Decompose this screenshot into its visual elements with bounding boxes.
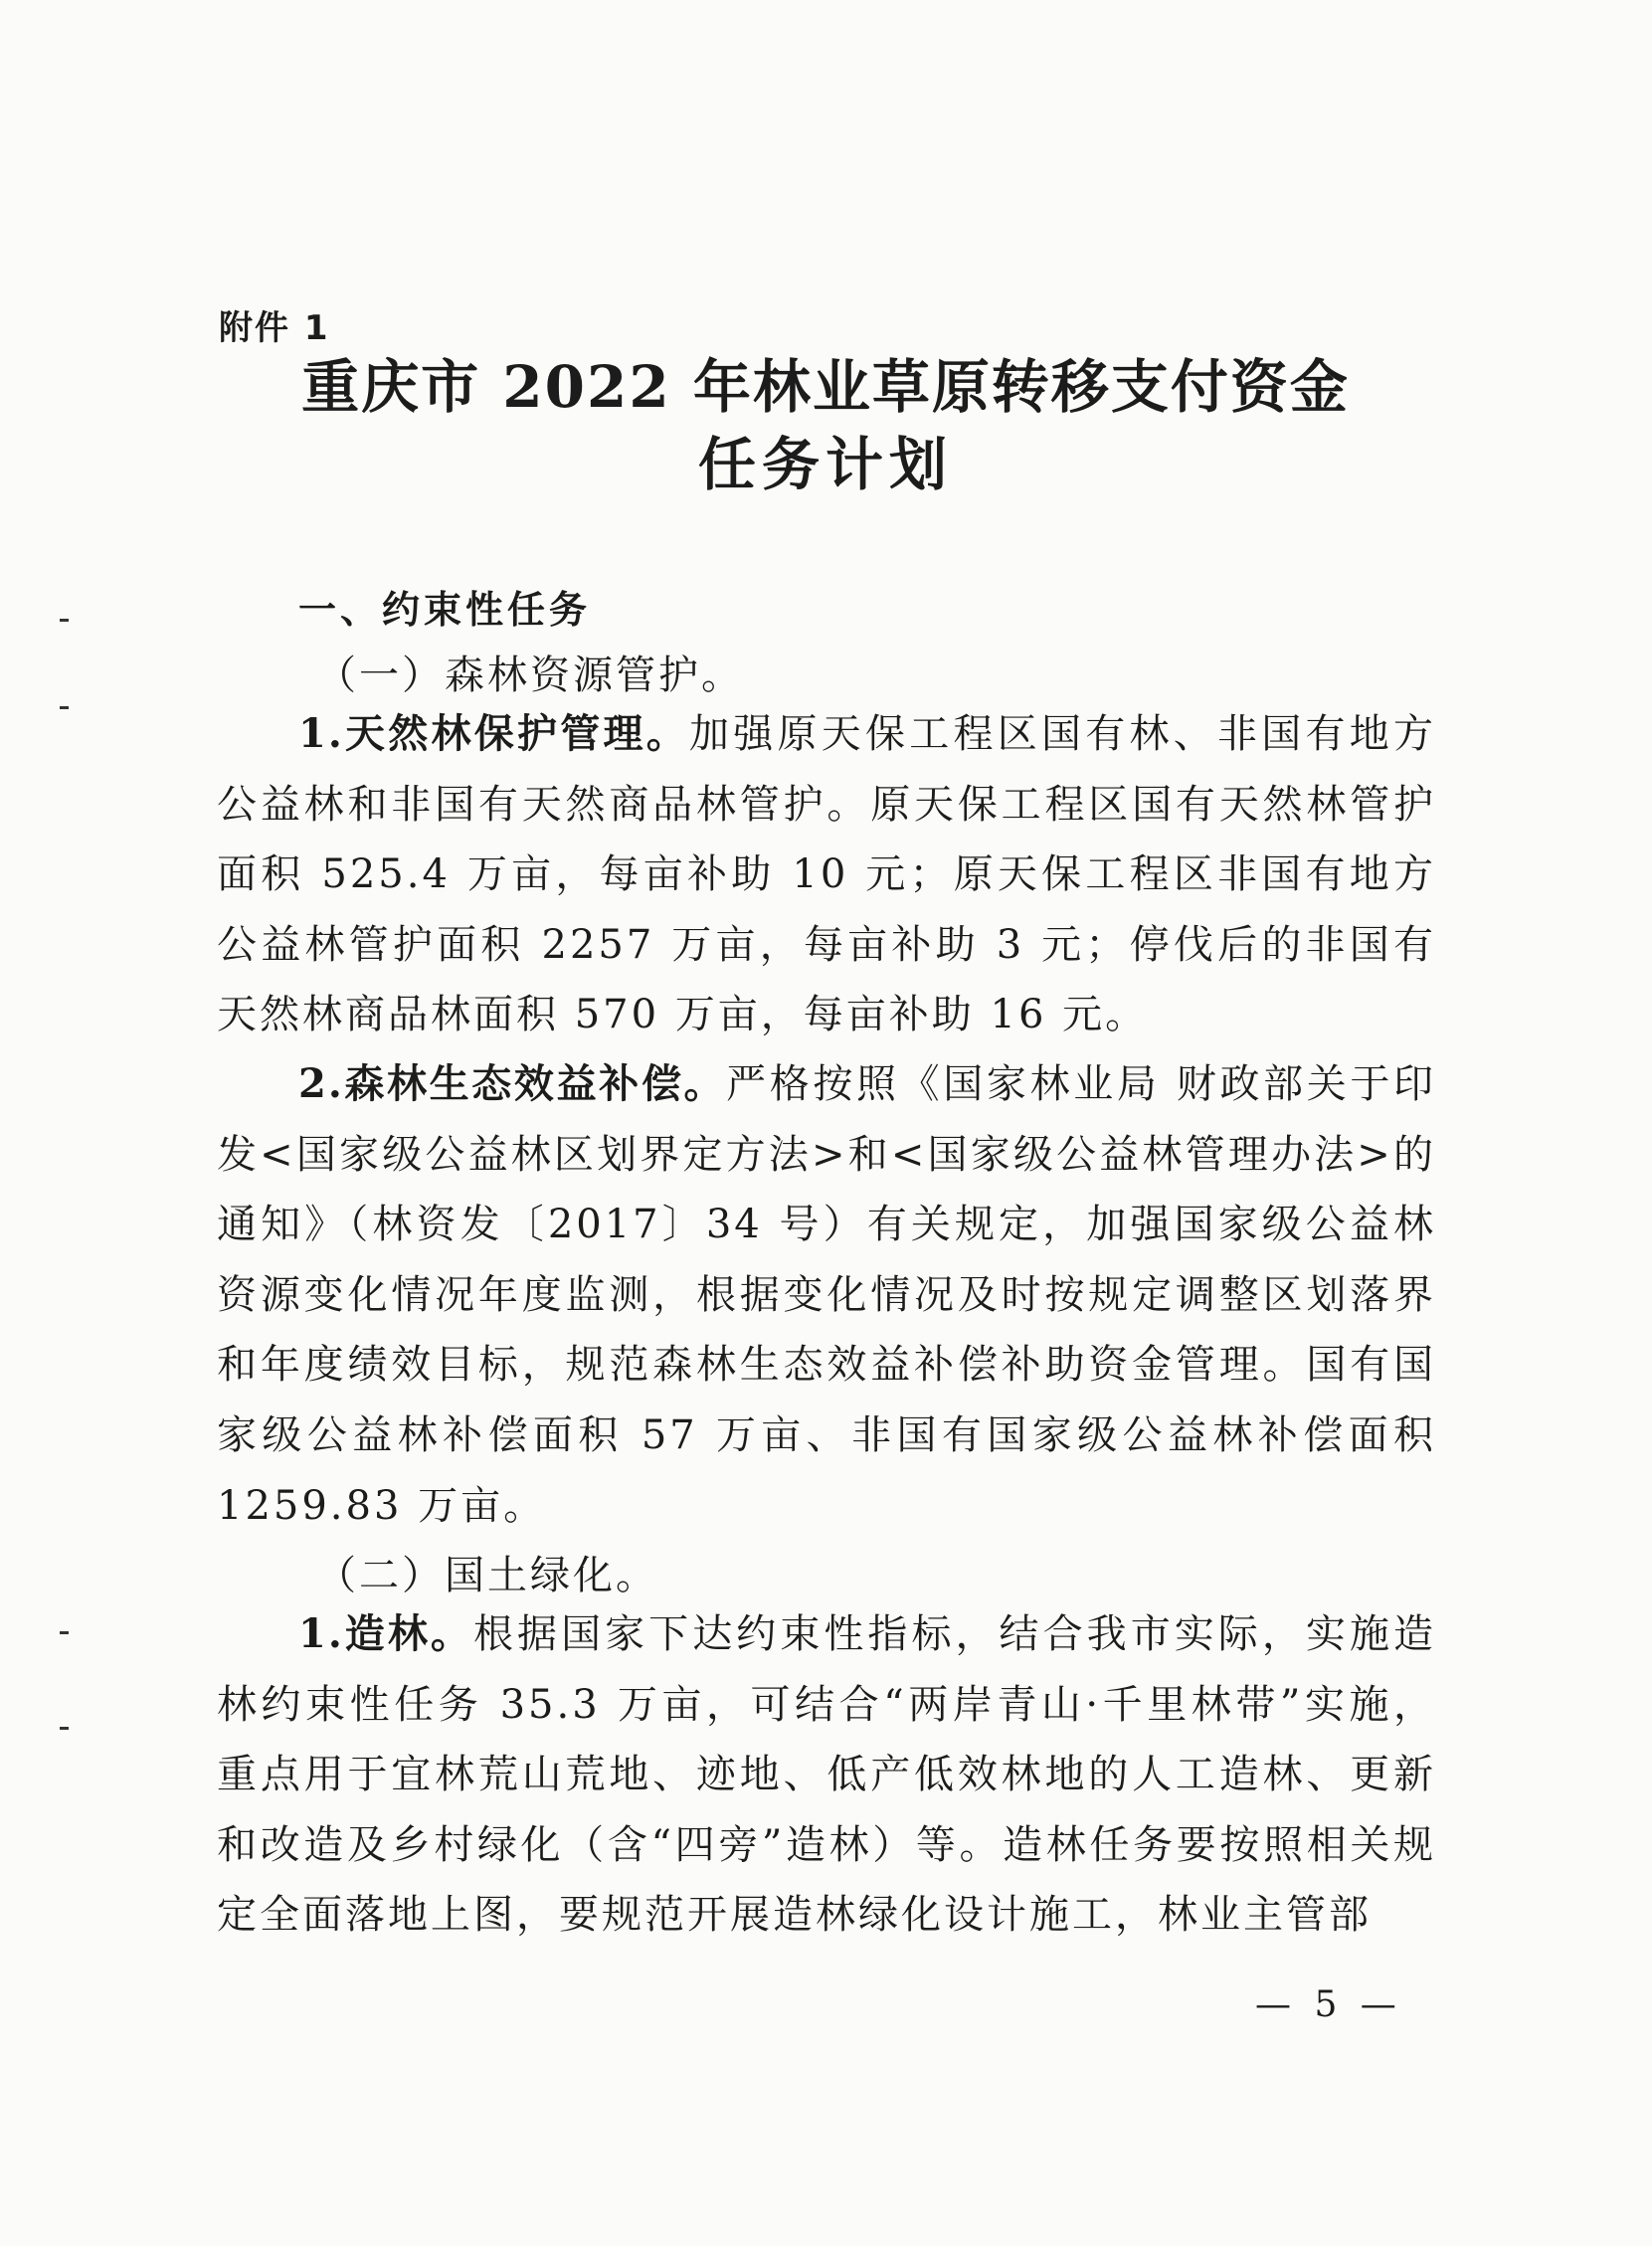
scan-mark bbox=[60, 619, 69, 622]
paragraph-text: 严格按照《国家林业局 财政部关于印发<国家级公益林区划界定方法>和<国家级公益林管理办法>的通知》（林资发〔2017〕34 号）有关规定，加强国家级公益林资源变化情况年度监测，根据变化情况及时按规定调整区划落界和年度绩效目标，规范森林生态效益补偿补助资金管理。国有国家级公益林补偿面积 57 万亩、非国有国家级公益林补偿面积 1259.83 万亩。 bbox=[217, 1061, 1437, 1529]
section-heading: 一、约束性任务 bbox=[298, 588, 592, 632]
paragraph-lead: 1.造林。 bbox=[298, 1610, 473, 1657]
scan-mark bbox=[60, 706, 69, 709]
paragraph-afforestation bbox=[217, 1599, 1436, 1951]
subsection-heading-2: （二）国土绿化。 bbox=[316, 1553, 658, 1598]
paragraph-eco-compensation bbox=[217, 1049, 1436, 1541]
document-title-line1: 重庆市 2022 年林业草原转移支付资金 bbox=[301, 353, 1350, 421]
scan-mark bbox=[60, 1727, 69, 1730]
paragraph-text: 加强原天保工程区国有林、非国有地方公益林和非国有天然商品林管护。原天保工程区国有天然林管护面积 525.4 万亩，每亩补助 10 元；原天保工程区非国有地方公益林管护面积 2257 万亩，每亩补助 3 元；停伐后的非国有天然林商品林面积 570 万亩，每亩补助 16 元。 bbox=[217, 711, 1437, 1038]
annex-label: 附件 1 bbox=[219, 308, 330, 348]
subsection-heading-1: （一）森林资源管护。 bbox=[316, 653, 744, 698]
paragraph-lead: 2.森林生态效益补偿。 bbox=[298, 1060, 727, 1107]
paragraph-lead: 1.天然林保护管理。 bbox=[298, 710, 690, 757]
paragraph-text: 根据国家下达约束性指标，结合我市实际，实施造林约束性任务 35.3 万亩，可结合“两岸青山·千里林带”实施，重点用于宜林荒山荒地、迹地、低产低效林地的人工造林、更新和改造及乡村绿化（含“四旁”造林）等。造林任务要按照相关规定全面落地上图，要规范开展造林绿化设计施工，林业主管部 bbox=[217, 1611, 1437, 1939]
page-number: — 5 — bbox=[1255, 1984, 1402, 2025]
scan-mark bbox=[60, 1631, 69, 1634]
document-title-line2: 任务计划 bbox=[697, 431, 953, 498]
paragraph-natural-forest bbox=[217, 699, 1436, 1050]
